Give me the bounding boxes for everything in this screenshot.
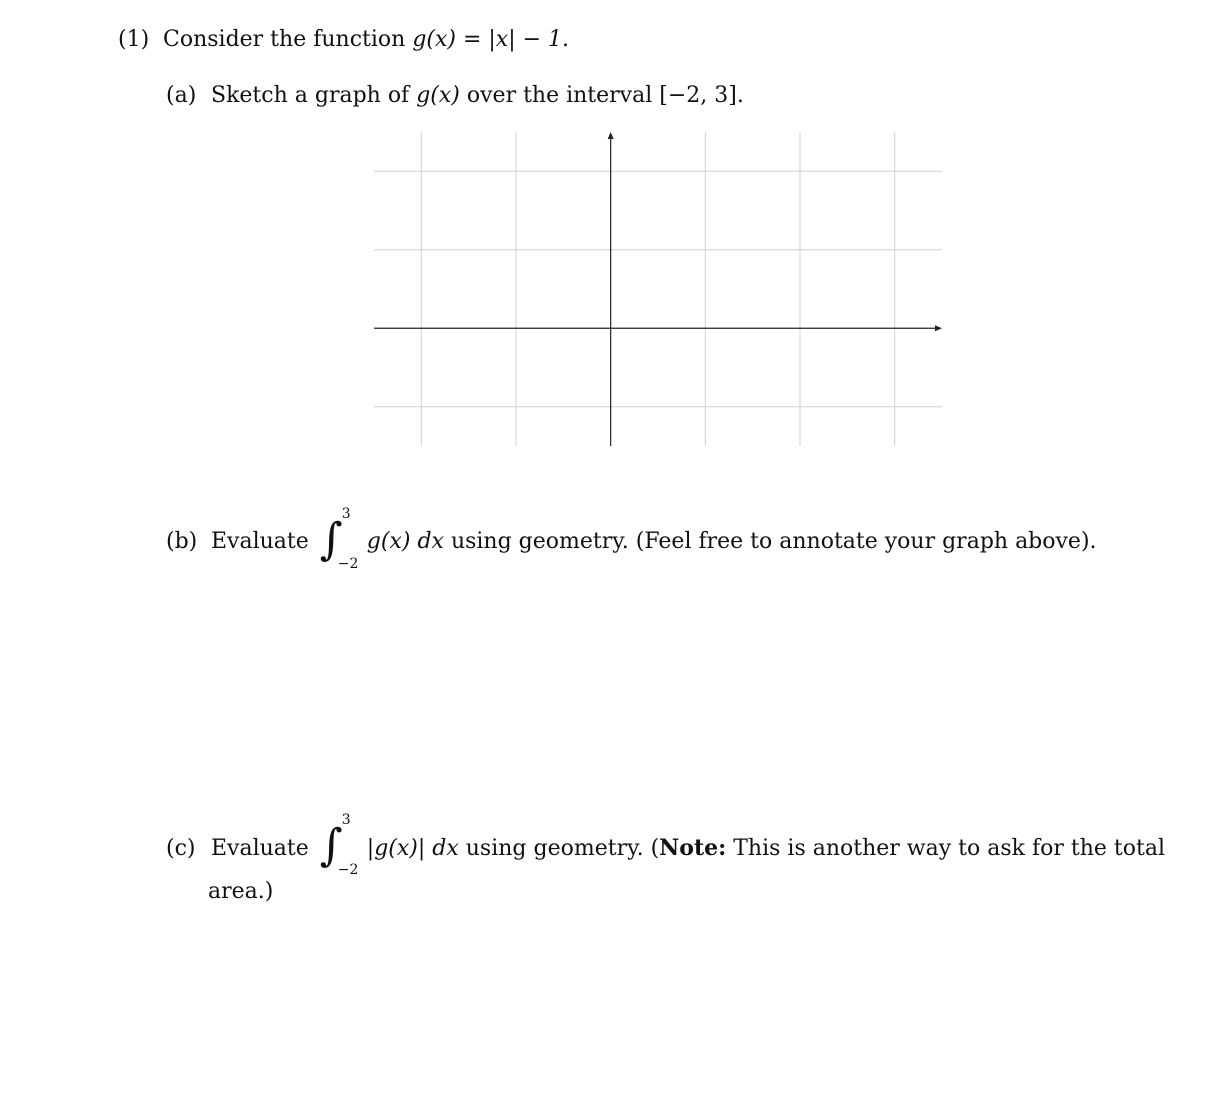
x-axis-arrow [935, 325, 942, 331]
part-b-integrand: g(x) dx [366, 529, 444, 554]
part-a [166, 82, 744, 110]
part-c [166, 812, 1165, 878]
part-a-label: (a) [166, 83, 197, 108]
part-c-note-label: Note: [659, 835, 727, 861]
integral-sign: ∫ [319, 514, 343, 565]
problem-intro: Consider the function [163, 27, 406, 52]
part-b-upper-limit: 3 [341, 506, 351, 522]
part-a-interval: [−2, 3]. [659, 83, 744, 108]
part-c-verb: Evaluate [211, 836, 309, 861]
part-c-lower-limit: −2 [337, 862, 359, 878]
part-c-text-before: using geometry. ( [465, 836, 660, 861]
part-b-label: (b) [166, 529, 198, 554]
part-b-verb: Evaluate [211, 529, 309, 554]
part-c-integral [316, 812, 360, 878]
part-c-integrand: |g(x)| dx [366, 836, 459, 861]
part-a-text-after: over the interval [466, 83, 653, 108]
function-definition: g(x) = |x| − 1. [412, 27, 570, 52]
part-c-label: (c) [166, 836, 196, 861]
part-b [166, 506, 1097, 572]
part-a-text-before: Sketch a graph of [211, 83, 410, 108]
problem-number: (1) [118, 27, 150, 52]
part-c-text-after: This is another way to ask for the total [733, 836, 1165, 861]
problem-statement [118, 26, 569, 54]
part-b-integral [316, 506, 360, 572]
part-b-text: using geometry. (Feel free to annotate your graph above). [450, 529, 1097, 554]
part-b-lower-limit: −2 [337, 556, 359, 572]
part-a-func: g(x) [416, 83, 460, 108]
y-axis-arrow [608, 132, 614, 139]
part-c-continuation: area.) [208, 879, 274, 904]
graph-grid [370, 128, 950, 450]
part-c-upper-limit: 3 [341, 812, 351, 828]
integral-sign: ∫ [319, 820, 343, 871]
